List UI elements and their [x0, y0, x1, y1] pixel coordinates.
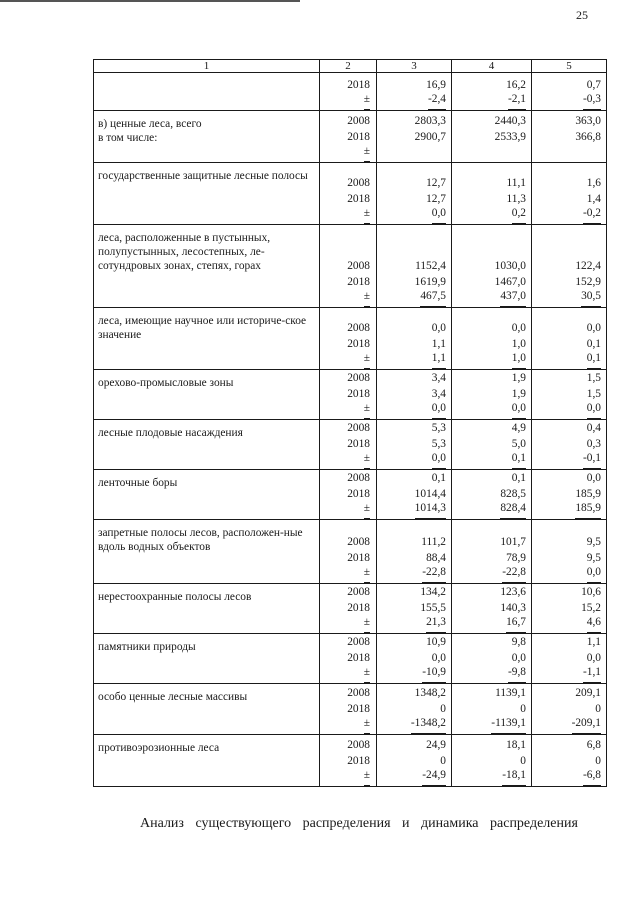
table-row — [94, 584, 607, 634]
col3-cell — [377, 584, 452, 634]
row-label-cell — [94, 470, 320, 520]
table-row — [94, 225, 607, 308]
col4-value: 18,1 — [506, 739, 526, 751]
col4-value: -18,1 — [502, 769, 526, 786]
year-value: 2018 — [347, 703, 370, 715]
col5-value: -0,2 — [583, 207, 601, 224]
year-value: 2018 — [347, 552, 370, 564]
col3-value: 0,0 — [432, 452, 446, 469]
year-value: 2008 — [347, 636, 370, 648]
col3-cell — [377, 470, 452, 520]
row-label: особо ценные лесные массивы — [98, 691, 248, 703]
header-cell: 2 — [320, 60, 377, 73]
col5-cell — [532, 163, 607, 225]
year-value: 2018 — [347, 79, 370, 91]
col3-cell — [377, 308, 452, 370]
row-label-cell — [94, 73, 320, 111]
year-value: 2008 — [347, 586, 370, 598]
col5-value: -0,3 — [583, 93, 601, 110]
col4-value: 11,3 — [506, 193, 526, 205]
year-value: ± — [364, 566, 370, 583]
table-row — [94, 111, 607, 163]
col4-value: -2,1 — [508, 93, 526, 110]
col5-value: 0,4 — [586, 422, 601, 434]
row-label: орехово-промысловые зоны — [98, 377, 234, 389]
row-label-cell — [94, 163, 320, 225]
year-value: 2018 — [347, 131, 370, 143]
col4-value: 101,7 — [500, 536, 526, 548]
col3-value: 0,0 — [431, 652, 446, 664]
col4-value: 2440,3 — [494, 115, 526, 127]
header-cell: 4 — [452, 60, 532, 73]
row-label-cell — [94, 308, 320, 370]
col5-value: 10,6 — [581, 586, 601, 598]
col3-value: 3,4 — [431, 388, 446, 400]
row-label-cell — [94, 634, 320, 684]
col3-value: 0,0 — [432, 207, 446, 224]
col5-value: 1,4 — [586, 193, 601, 205]
col3-value: 5,3 — [431, 438, 446, 450]
table-header-row — [94, 60, 607, 73]
col5-value: 4,6 — [587, 616, 601, 633]
year-value: 2018 — [347, 488, 370, 500]
table-row — [94, 420, 607, 470]
year-value: 2018 — [347, 338, 370, 350]
col4-cell — [452, 634, 532, 684]
col4-value: 0 — [520, 755, 526, 767]
col3-value: 12,7 — [426, 177, 446, 189]
col5-cell — [532, 420, 607, 470]
col5-value: 363,0 — [575, 115, 601, 127]
col4-value: 828,5 — [500, 488, 526, 500]
year-cell — [320, 684, 377, 735]
year-value: ± — [364, 207, 370, 224]
col5-cell — [532, 520, 607, 584]
header-cell: 3 — [377, 60, 452, 73]
col3-cell — [377, 684, 452, 735]
forest-data-table — [93, 59, 607, 787]
year-value: 2008 — [347, 536, 370, 548]
table-row — [94, 470, 607, 520]
row-label-cell — [94, 735, 320, 787]
col5-value: 0,1 — [586, 338, 601, 350]
row-label: ленточные боры — [98, 477, 178, 489]
col5-value: 1,6 — [586, 177, 601, 189]
col4-value: 2533,9 — [494, 131, 526, 143]
col5-value: 0 — [595, 703, 601, 715]
col4-cell — [452, 370, 532, 420]
col3-value: 1619,9 — [414, 276, 446, 288]
col5-value: 9,5 — [586, 536, 601, 548]
row-label-cell — [94, 420, 320, 470]
year-cell — [320, 370, 377, 420]
col5-cell — [532, 684, 607, 735]
col3-value: 1,1 — [431, 338, 446, 350]
col3-cell — [377, 225, 452, 308]
table-row — [94, 684, 607, 735]
year-value: 2008 — [347, 372, 370, 384]
col3-cell — [377, 370, 452, 420]
year-value: 2008 — [347, 322, 370, 334]
year-value: ± — [364, 290, 370, 307]
col4-value: 0,0 — [512, 402, 526, 419]
col4-value: 1030,0 — [494, 260, 526, 272]
col5-cell — [532, 735, 607, 787]
col4-value: 11,1 — [506, 177, 526, 189]
col5-value: 0,3 — [586, 438, 601, 450]
year-cell — [320, 420, 377, 470]
row-label: памятники природы — [98, 641, 196, 653]
col5-value: 0,0 — [587, 402, 601, 419]
col5-value: -0,1 — [583, 452, 601, 469]
col5-value: 1,5 — [586, 388, 601, 400]
year-cell — [320, 308, 377, 370]
col5-value: 152,9 — [575, 276, 601, 288]
col3-value: 24,9 — [426, 739, 446, 751]
col4-cell — [452, 520, 532, 584]
col3-value: -22,8 — [422, 566, 446, 583]
row-label-cell — [94, 684, 320, 735]
col5-value: -209,1 — [572, 717, 601, 734]
col3-value: 1014,3 — [415, 502, 446, 519]
col5-cell — [532, 308, 607, 370]
col3-value: -1348,2 — [411, 717, 446, 734]
col3-cell — [377, 735, 452, 787]
body-paragraph: Анализ существующего распределения и динамика распределения — [140, 816, 578, 831]
row-label: запретные полосы лесов, расположен-ные вдоль водных объектов — [98, 527, 303, 553]
col4-value: 1467,0 — [494, 276, 526, 288]
col3-value: 5,3 — [431, 422, 446, 434]
col4-value: 0,1 — [512, 452, 526, 469]
table-row — [94, 634, 607, 684]
col4-value: -22,8 — [502, 566, 526, 583]
col5-value: 209,1 — [575, 687, 601, 699]
col3-cell — [377, 420, 452, 470]
col5-value: 6,8 — [586, 739, 601, 751]
col3-value: 3,4 — [431, 372, 446, 384]
col4-value: 0 — [520, 703, 526, 715]
col4-value: 4,9 — [511, 422, 526, 434]
col5-cell — [532, 370, 607, 420]
col3-value: 88,4 — [426, 552, 446, 564]
header-cell: 5 — [532, 60, 607, 73]
col3-value: -2,4 — [428, 93, 446, 110]
row-label: лесные плодовые насаждения — [98, 427, 243, 439]
col5-cell — [532, 225, 607, 308]
year-cell — [320, 584, 377, 634]
year-value: 2018 — [347, 438, 370, 450]
col5-value: 0,0 — [587, 566, 601, 583]
col4-value: 0,0 — [511, 652, 526, 664]
col5-value: 30,5 — [581, 290, 601, 307]
col4-value: 9,8 — [511, 636, 526, 648]
col3-value: 111,2 — [421, 536, 446, 548]
col3-cell — [377, 111, 452, 163]
year-cell — [320, 520, 377, 584]
col3-value: 10,9 — [426, 636, 446, 648]
table-row — [94, 308, 607, 370]
col4-cell — [452, 420, 532, 470]
col3-value: 1152,4 — [415, 260, 446, 272]
col4-cell — [452, 73, 532, 111]
col5-value: 0,0 — [586, 322, 601, 334]
col3-value: 1014,4 — [414, 488, 446, 500]
col4-value: 5,0 — [511, 438, 526, 450]
year-value: 2008 — [347, 260, 370, 272]
col3-cell — [377, 634, 452, 684]
year-value: ± — [364, 502, 370, 519]
year-value: 2008 — [347, 177, 370, 189]
table-row — [94, 73, 607, 111]
col4-value: -1139,1 — [491, 717, 526, 734]
year-value: ± — [364, 769, 370, 786]
row-label: государственные защитные лесные полосы — [98, 170, 308, 182]
col4-value: 437,0 — [500, 290, 526, 307]
col5-value: 15,2 — [581, 602, 601, 614]
col4-value: 1139,1 — [495, 687, 526, 699]
year-cell — [320, 111, 377, 163]
year-value: 2008 — [347, 739, 370, 751]
col3-cell — [377, 73, 452, 111]
col3-value: 21,3 — [426, 616, 446, 633]
col4-cell — [452, 163, 532, 225]
col4-cell — [452, 470, 532, 520]
col5-value: 0,7 — [586, 79, 601, 91]
col4-value: -9,8 — [508, 666, 526, 683]
col4-cell — [452, 308, 532, 370]
col3-value: 134,2 — [420, 586, 446, 598]
col4-value: 78,9 — [506, 552, 526, 564]
year-value: ± — [364, 93, 370, 110]
year-value: 2008 — [347, 472, 370, 484]
col5-cell — [532, 470, 607, 520]
col5-value: 9,5 — [586, 552, 601, 564]
col3-value: -10,9 — [422, 666, 446, 683]
table-row — [94, 163, 607, 225]
col3-value: 1,1 — [432, 352, 446, 369]
year-cell — [320, 163, 377, 225]
col5-value: 185,9 — [575, 488, 601, 500]
col5-value: 1,1 — [586, 636, 601, 648]
col4-cell — [452, 584, 532, 634]
row-label: леса, расположенные в пустынных, полупустынных, лесостепных, ле-сотундровых зонах, степях, горах — [98, 232, 271, 272]
col3-value: 2803,3 — [414, 115, 446, 127]
col4-cell — [452, 111, 532, 163]
year-value: 2008 — [347, 687, 370, 699]
col4-value: 0,0 — [511, 322, 526, 334]
col3-value: 0,0 — [432, 402, 446, 419]
year-value: ± — [364, 452, 370, 469]
col4-value: 1,0 — [511, 338, 526, 350]
col5-value: 1,5 — [586, 372, 601, 384]
col3-value: 16,9 — [426, 79, 446, 91]
col4-value: 1,9 — [511, 372, 526, 384]
year-cell — [320, 470, 377, 520]
page-number: 25 — [576, 8, 588, 22]
top-rule — [0, 0, 300, 2]
row-label-cell — [94, 111, 320, 163]
col5-value: 0,1 — [587, 352, 601, 369]
col3-value: -24,9 — [422, 769, 446, 786]
col4-value: 16,7 — [506, 616, 526, 633]
col5-value: 0 — [595, 755, 601, 767]
col5-value: 0,0 — [586, 472, 601, 484]
row-label: нерестоохранные полосы лесов — [98, 591, 252, 603]
col4-value: 1,9 — [511, 388, 526, 400]
col3-cell — [377, 520, 452, 584]
row-label-cell — [94, 520, 320, 584]
col3-value: 0 — [440, 755, 446, 767]
year-value: 2018 — [347, 276, 370, 288]
col4-cell — [452, 225, 532, 308]
col4-value: 1,0 — [512, 352, 526, 369]
col5-value: 366,8 — [575, 131, 601, 143]
year-value: 2018 — [347, 388, 370, 400]
col5-value: 122,4 — [575, 260, 601, 272]
row-label-cell — [94, 225, 320, 308]
year-cell — [320, 735, 377, 787]
col3-value: 0 — [440, 703, 446, 715]
col3-value: 1348,2 — [414, 687, 446, 699]
col3-value: 155,5 — [420, 602, 446, 614]
table-row — [94, 520, 607, 584]
col5-value: 0,0 — [586, 652, 601, 664]
year-value: 2008 — [347, 115, 370, 127]
year-value: 2018 — [347, 652, 370, 664]
year-cell — [320, 73, 377, 111]
year-value: 2018 — [347, 755, 370, 767]
col5-value: -6,8 — [583, 769, 601, 786]
col4-cell — [452, 735, 532, 787]
year-value: ± — [364, 402, 370, 419]
row-label-cell — [94, 370, 320, 420]
col3-value: 0,1 — [431, 472, 446, 484]
table-row — [94, 370, 607, 420]
col5-cell — [532, 111, 607, 163]
year-value: 2018 — [347, 602, 370, 614]
year-value: 2018 — [347, 193, 370, 205]
col4-cell — [452, 684, 532, 735]
col3-value: 2900,7 — [414, 131, 446, 143]
year-value: ± — [364, 717, 370, 734]
year-value: ± — [364, 616, 370, 633]
col4-value: 123,6 — [500, 586, 526, 598]
year-value: ± — [364, 352, 370, 369]
year-value: ± — [364, 666, 370, 683]
row-label: в) ценные леса, всего в том числе: — [98, 118, 202, 144]
col4-value: 0,2 — [512, 207, 526, 224]
col5-cell — [532, 73, 607, 111]
row-label: противоэрозионные леса — [98, 742, 220, 754]
col3-cell — [377, 163, 452, 225]
year-value: ± — [364, 145, 370, 162]
col5-cell — [532, 584, 607, 634]
row-label-cell — [94, 584, 320, 634]
col5-value: 185,9 — [575, 502, 601, 519]
col4-value: 0,1 — [511, 472, 526, 484]
row-label: леса, имеющие научное или историче-ское значение — [98, 315, 307, 341]
col5-value: -1,1 — [583, 666, 601, 683]
header-cell: 1 — [94, 60, 320, 73]
col4-value: 16,2 — [506, 79, 526, 91]
row-label — [94, 73, 319, 81]
col3-value: 0,0 — [431, 322, 446, 334]
col3-value: 467,5 — [420, 290, 446, 307]
year-value: 2008 — [347, 422, 370, 434]
year-cell — [320, 634, 377, 684]
col4-value: 828,4 — [500, 502, 526, 519]
year-cell — [320, 225, 377, 308]
col5-cell — [532, 634, 607, 684]
table-row — [94, 735, 607, 787]
col3-value: 12,7 — [426, 193, 446, 205]
col4-value: 140,3 — [500, 602, 526, 614]
